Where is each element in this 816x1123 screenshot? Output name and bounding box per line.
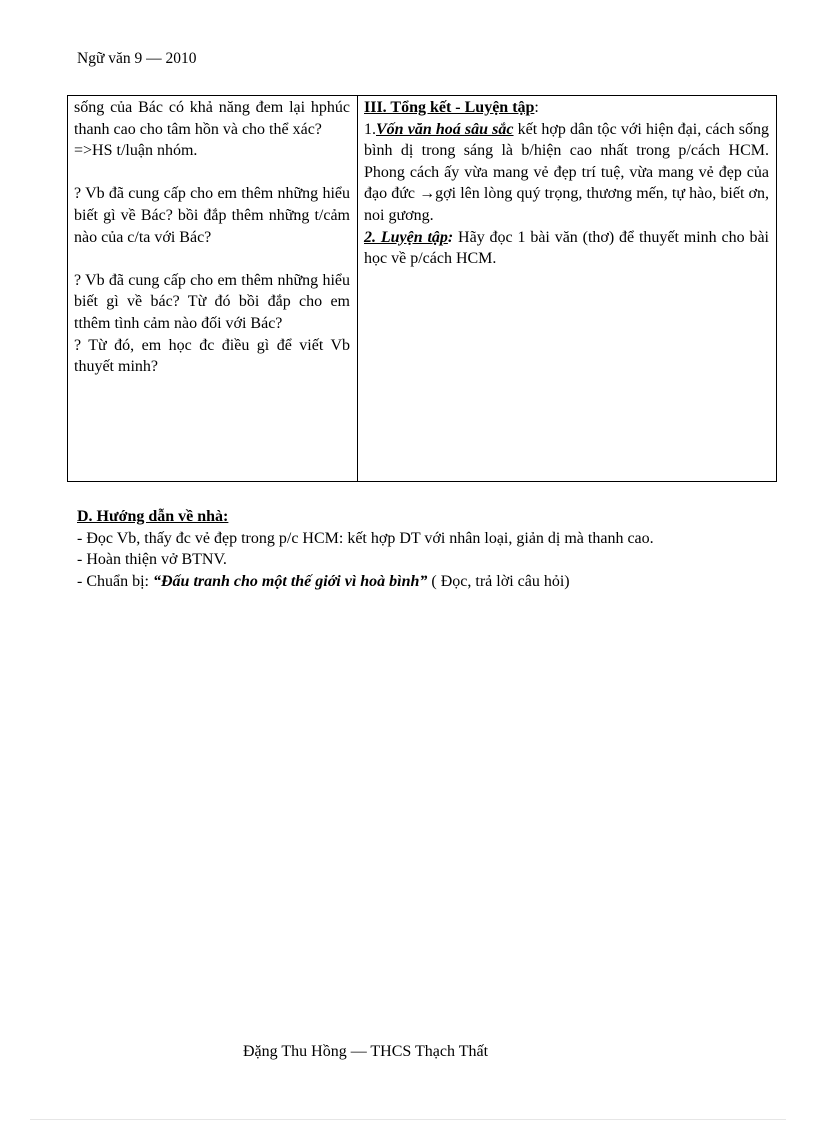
left-paragraph-2: =>HS t/luận nhóm.: [74, 142, 198, 160]
left-paragraph-4: ? Vb đã cung cấp cho em thêm những hiểu biết gì về bác? Từ đó bồi đắp cho em tthêm tình cảm nào đối với Bác?: [74, 271, 350, 332]
blank-line: [74, 248, 350, 270]
lesson-table: [67, 95, 777, 482]
item2-text: Hãy đọc 1 bài văn (thơ) để thuyết minh cho bài học về p/cách HCM.: [364, 228, 769, 268]
left-paragraph-5: ? Từ đó, em học đc điều gì để viết Vb thuyết minh?: [74, 336, 350, 376]
page-footer: Đặng Thu Hồng — THCS Thạch Thất: [243, 1043, 489, 1060]
item1-text: kết hợp dân tộc với hiện đại, cách sống bình dị trong sáng là b/hiện cao nhất trong p/cách HCM. Phong cách ấy vừa mang vẻ đẹp trí tuệ, vừa mang vẻ đẹp của đạo đức →gợi lên lòng quý trọng, thương mến, tự hào, biết ơn, noi gương.: [364, 120, 770, 224]
practice-item: [364, 227, 769, 270]
homework-item-3: [77, 571, 737, 593]
item1-label: Vốn văn hoá sâu sắc: [376, 120, 514, 138]
left-paragraph-3: ? Vb đã cung cấp cho em thêm những hiểu biết gì về Bác? bồi đắp thêm những t/cảm nào của c/ta với Bác?: [74, 185, 350, 246]
content-column: [358, 96, 776, 481]
homework-item-3-prefix: - Chuẩn bị:: [77, 572, 153, 590]
blank-line: [74, 162, 350, 184]
homework-item-2: - Hoàn thiện vở BTNV.: [77, 551, 227, 568]
item2-colon: :: [447, 228, 454, 246]
next-lesson-title: “Đấu tranh cho một thế giới vì hoà bình”: [153, 572, 428, 590]
item1-number: 1.: [364, 120, 376, 138]
homework-item-3-suffix: ( Đọc, trả lời câu hỏi): [427, 572, 570, 590]
homework-section: [77, 506, 737, 592]
homework-title: D. Hướng dẫn về nhà:: [77, 508, 229, 525]
left-paragraph-1: sống của Bác có khả năng đem lại hphúc thanh cao cho tâm hồn và cho thể xác?: [74, 99, 350, 138]
homework-item-1: - Đọc Vb, thấy đc vẻ đẹp trong p/c HCM: kết hợp DT với nhân loại, giản dị mà thanh cao.: [77, 529, 654, 547]
teacher-activity-column: [68, 96, 358, 481]
page-header: Ngữ văn 9 — 2010: [77, 50, 197, 67]
section-title: III. Tổng kết - Luyện tập: [364, 99, 535, 116]
page-bottom-divider: [30, 1119, 786, 1120]
summary-item-1: [364, 119, 769, 227]
section-heading: [364, 97, 769, 119]
section-colon: :: [534, 99, 539, 116]
item2-label: 2. Luyện tập: [364, 228, 448, 246]
